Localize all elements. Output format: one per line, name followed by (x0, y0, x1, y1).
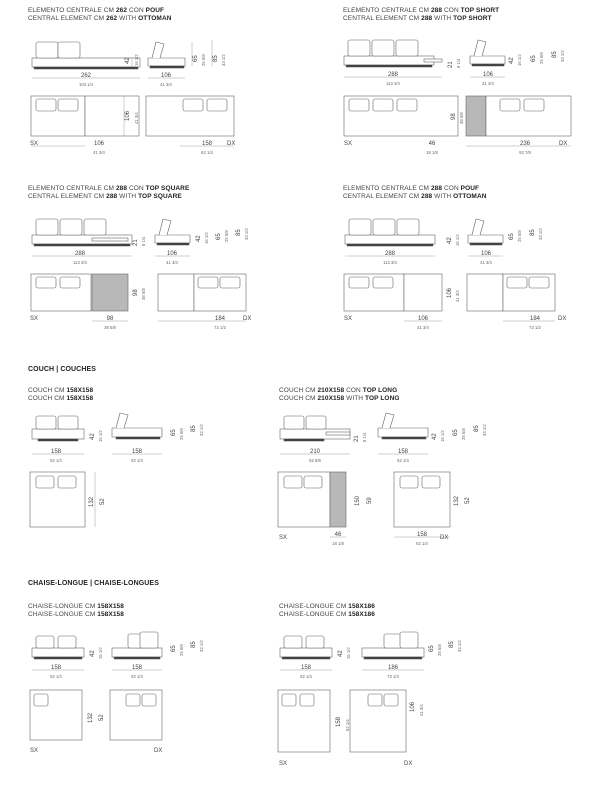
dim-width: 210 (309, 449, 321, 455)
section-title-couch: COUCH | COUCHES (28, 366, 97, 373)
dim-seat-h: 42 (90, 650, 96, 657)
dim-width-inch: 113 3/4 (73, 260, 87, 265)
dim-h2-inch: 25 5/8 (437, 644, 442, 656)
dim-depth: 98 (133, 289, 139, 296)
dim-seat-h: 42 (90, 433, 96, 440)
dim-h2-inch: 25 5/8 (539, 52, 544, 64)
label-dx: DX (559, 141, 568, 147)
plan-cushion (384, 694, 398, 706)
diagram-title-it: ELEMENTO CENTRALE CM 288 CON TOP SQUARE (28, 185, 190, 192)
dim-seat-h-inch: 16 1/2 (455, 234, 460, 246)
dim-width: 262 (80, 73, 92, 79)
dim-plan-left-inch: 38 5/8 (104, 325, 116, 330)
diagram-title-en: CENTRAL ELEMENT CM 288 WITH TOP SHORT (343, 15, 492, 22)
dim-h3-inch: 33 1/2 (457, 640, 462, 652)
dim-side: 106 (482, 72, 494, 78)
label-dx: DX (227, 141, 236, 147)
diagram-title-en: CENTRAL ELEMENT CM 288 WITH OTTOMAN (343, 193, 487, 200)
diagram-title-it: ELEMENTO CENTRALE CM 288 CON TOP SHORT (343, 7, 500, 14)
dim-top: 21 (448, 61, 454, 68)
dim-depth: 98 (451, 113, 457, 120)
label-sx: SX (279, 535, 288, 541)
dim-width: 288 (384, 251, 396, 257)
label-sx: SX (344, 141, 353, 147)
dim-h3-inch: 33 1/2 (538, 228, 543, 240)
dim-width-inch: 113 3/4 (386, 81, 400, 86)
dim-depth-inch: 52 (99, 714, 105, 721)
couch-title-it: COUCH CM 158X158 (28, 387, 94, 394)
dim-seat-h: 42 (509, 57, 515, 64)
dim-seat-h-inch: 16 1/2 (517, 54, 522, 66)
dim-seat-h-inch: 16 1/2 (440, 430, 445, 442)
dim-h3-inch: 33 1/2 (221, 54, 226, 66)
dim-seat-h: 42 (196, 235, 202, 242)
dim-h2: 65 (429, 645, 435, 652)
label-sx: SX (279, 761, 288, 767)
dim-seat-h: 42 (338, 650, 344, 657)
dim-depth-inch: 41 3/4 (455, 290, 460, 302)
dim-depth: 158 (336, 716, 342, 727)
dim-width-inch: 62 1/4 (300, 674, 312, 679)
dim-plan-left-inch: 18 1/8 (332, 541, 344, 546)
dim-h2-inch: 25 5/8 (179, 428, 184, 440)
plan-cushion (300, 694, 314, 706)
dim-side-inch: 41 3/4 (482, 81, 494, 86)
dim-h2: 65 (193, 55, 199, 62)
dim-h3: 85 (213, 55, 219, 62)
dim-side: 158 (131, 449, 143, 455)
dim-depth-b-inch: 41 3/4 (419, 704, 424, 716)
dim-h3: 85 (474, 425, 480, 432)
dim-side: 158 (131, 665, 143, 671)
dim-h2: 65 (531, 55, 537, 62)
dim-h3-inch: 33 1/2 (199, 424, 204, 436)
dim-side: 106 (480, 251, 492, 257)
dim-h3: 85 (530, 229, 536, 236)
dim-depth-inch: 59 (367, 497, 373, 504)
dim-plan-left: 98 (106, 316, 114, 322)
dim-h3-inch: 33 1/2 (244, 228, 249, 240)
dim-top: 21 (133, 239, 139, 246)
dim-plan-right: 236 (519, 141, 531, 147)
dim-h3-inch: 33 1/2 (199, 640, 204, 652)
dim-depth-inch: 52 (100, 498, 106, 505)
dim-plan-left: 46 (428, 141, 436, 147)
cushion (306, 636, 324, 648)
section-title-chaise: CHAISE-LONGUE | CHAISE-LONGUES (28, 580, 159, 587)
dim-seat-h-inch: 16 1/2 (346, 647, 351, 659)
label-dx: DX (404, 761, 413, 767)
chaise-base (364, 657, 422, 659)
cushion (284, 636, 302, 648)
dim-plan-right: 184 (214, 316, 226, 322)
chaise-seat-2 (362, 648, 424, 657)
dim-width-inch: 103 1/4 (79, 82, 93, 87)
dim-width: 158 (50, 449, 62, 455)
dim-h2: 65 (509, 233, 515, 240)
dim-plan-left: 46 (334, 532, 342, 538)
label-dx: DX (243, 316, 252, 322)
chaise-title-en: CHAISE-LONGUE CM 158X186 (279, 611, 375, 618)
diagram-title-it: ELEMENTO CENTRALE CM 262 CON POUF (28, 7, 165, 14)
dim-width: 288 (74, 251, 86, 257)
dim-depth: 132 (88, 712, 94, 723)
dim-seat-h-inch: 16 1/2 (98, 647, 103, 659)
dim-side-inch: 41 3/4 (160, 82, 172, 87)
label-sx: SX (30, 316, 39, 322)
dim-seat-h: 42 (125, 57, 131, 64)
dim-depth-b: 106 (410, 701, 416, 712)
chaise-title-it: CHAISE-LONGUE CM 158X158 (28, 603, 124, 610)
dim-side-inch: 41 3/4 (480, 260, 492, 265)
dim-seat-h: 42 (432, 433, 438, 440)
dim-h3: 85 (236, 229, 242, 236)
cushion (400, 632, 418, 648)
cushion (384, 634, 402, 648)
dim-side-inch: 62 1/4 (131, 458, 143, 463)
chaise-seat (280, 648, 332, 657)
dim-top-inch: 8 1/4 (362, 432, 367, 442)
dim-plan-right: 158 (416, 532, 428, 538)
couch-title-en: COUCH CM 210X158 WITH TOP LONG (279, 395, 400, 402)
dim-seat-h-inch: 16 1/2 (134, 54, 139, 66)
dim-seat-h: 42 (447, 237, 453, 244)
dim-side-inch: 62 1/4 (397, 458, 409, 463)
dim-depth-b: 132 (454, 495, 460, 506)
dim-seat-h-inch: 16 1/2 (98, 430, 103, 442)
plan-cushion (368, 694, 382, 706)
dim-plan-left-inch: 41 3/4 (93, 150, 105, 155)
dim-h3: 85 (191, 425, 197, 432)
dim-h3: 85 (552, 51, 558, 58)
dim-plan-right-inch: 72 1/2 (214, 325, 226, 330)
dim-plan-left: 106 (93, 141, 105, 147)
dim-side-inch: 73 1/4 (387, 674, 399, 679)
dim-top-inch: 8 1/4 (141, 236, 146, 246)
dim-width: 158 (300, 665, 312, 671)
diagram-title-it: ELEMENTO CENTRALE CM 288 CON POUF (343, 185, 480, 192)
dim-top-inch: 8 1/4 (456, 58, 461, 68)
couch-title-en: COUCH CM 158X158 (28, 395, 94, 402)
dim-depth: 106 (125, 110, 131, 121)
dim-h2-inch: 25 5/8 (224, 230, 229, 242)
label-dx: DX (558, 316, 567, 322)
dim-h2-inch: 25 5/8 (517, 230, 522, 242)
dim-top: 21 (354, 435, 360, 442)
chaise-base (282, 657, 330, 659)
dim-depth-inch: 38 5/8 (141, 288, 146, 300)
dim-h2-inch: 25 5/8 (461, 428, 466, 440)
dim-h2: 65 (453, 429, 459, 436)
dim-depth: 150 (355, 495, 361, 506)
dim-h3: 85 (191, 641, 197, 648)
label-dx: DX (440, 535, 449, 541)
label-dx: DX (154, 748, 163, 754)
chaise-title-it: CHAISE-LONGUE CM 158X186 (279, 603, 375, 610)
dim-plan-right-inch: 62 1/4 (416, 541, 428, 546)
dim-h2-inch: 25 5/8 (179, 644, 184, 656)
dim-h2: 65 (171, 645, 177, 652)
dim-h2-inch: 25 5/8 (201, 54, 206, 66)
dim-width-inch: 62 1/4 (50, 458, 62, 463)
dim-plan-right-inch: 92 7/8 (519, 150, 531, 155)
dim-depth-b-inch: 52 (465, 497, 471, 504)
dim-plan-left-inch: 41 3/4 (417, 325, 429, 330)
dim-h3-inch: 33 1/2 (560, 50, 565, 62)
dim-plan-right-inch: 72 1/2 (529, 325, 541, 330)
dim-width-inch: 62 1/4 (50, 674, 62, 679)
dim-width: 288 (387, 72, 399, 78)
dim-seat-h-inch: 16 1/2 (204, 232, 209, 244)
chaise-title-en: CHAISE-LONGUE CM 158X158 (28, 611, 124, 618)
dim-width-inch: 82 5/8 (309, 458, 321, 463)
dim-h2: 65 (216, 233, 222, 240)
dim-depth-inch: 38 5/8 (459, 112, 464, 124)
dim-plan-right-inch: 62 1/4 (201, 150, 213, 155)
dim-plan-left: 106 (417, 316, 429, 322)
dim-side-inch: 41 3/4 (166, 260, 178, 265)
dim-side: 106 (166, 251, 178, 257)
dim-width: 158 (50, 665, 62, 671)
dim-h2: 65 (171, 429, 177, 436)
dim-side: 106 (160, 73, 172, 79)
couch-title-it: COUCH CM 210X158 CON TOP LONG (279, 387, 398, 394)
plan-cushion (282, 694, 296, 706)
diagram-title-en: CENTRAL ELEMENT CM 288 WITH TOP SQUARE (28, 193, 182, 200)
dim-depth: 132 (89, 496, 95, 507)
dim-depth-inch: 62 1/4 (345, 719, 350, 731)
dim-h3: 85 (449, 641, 455, 648)
dim-plan-right: 158 (201, 141, 213, 147)
dim-side: 186 (387, 665, 399, 671)
dim-depth-inch: 41 3/4 (134, 112, 139, 124)
dim-side: 158 (397, 449, 409, 455)
dim-side-inch: 62 1/4 (131, 674, 143, 679)
dim-h3-inch: 33 1/2 (482, 424, 487, 436)
dim-plan-right: 184 (529, 316, 541, 322)
dim-width-inch: 113 3/4 (383, 260, 397, 265)
diagram-title-en: CENTRAL ELEMENT CM 262 WITH OTTOMAN (28, 15, 172, 22)
label-sx: SX (30, 141, 39, 147)
label-sx: SX (344, 316, 353, 322)
dim-depth: 106 (447, 287, 453, 298)
dim-plan-left-inch: 18 1/8 (426, 150, 438, 155)
label-sx: SX (30, 748, 39, 754)
